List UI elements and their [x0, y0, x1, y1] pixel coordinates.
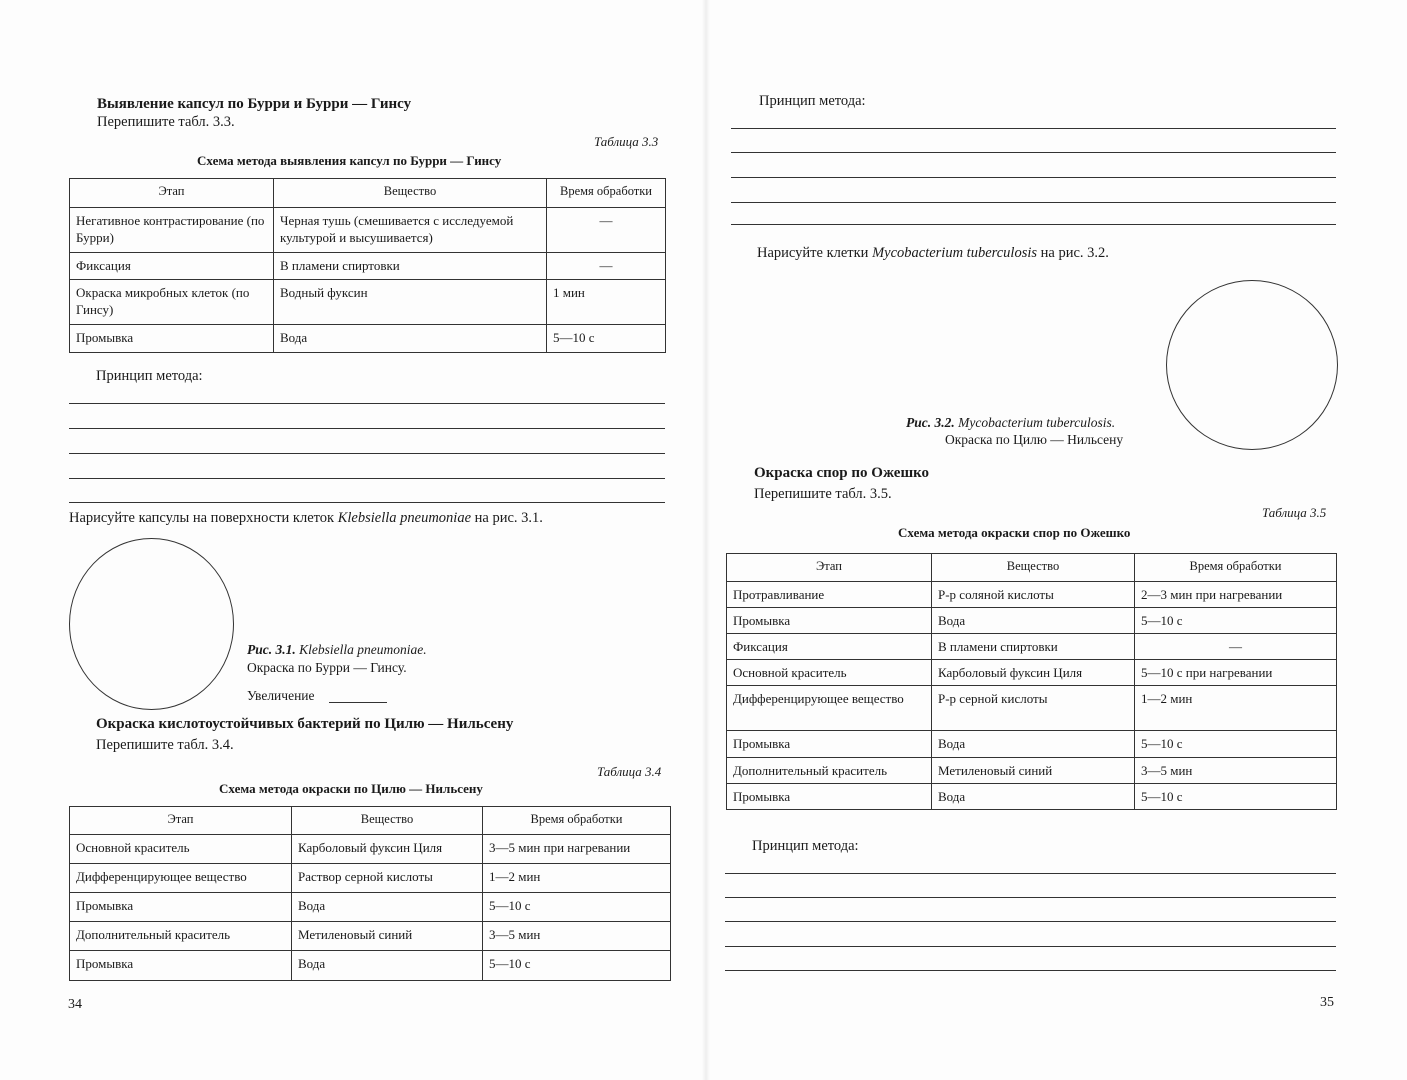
table-cell: Карболовый фуксин Циля — [932, 660, 1135, 686]
table-cell: 2—3 мин при нагревании — [1135, 582, 1337, 608]
principle-label: Принцип метода: — [759, 93, 866, 109]
table-cell: 5—10 с — [1135, 608, 1337, 634]
section-heading-ozheshko: Окраска спор по Ожешко — [754, 465, 930, 481]
species-name: Klebsiella pneumoniae — [337, 510, 471, 526]
magnification-line[interactable] — [329, 702, 387, 703]
table-cell: Вода — [292, 893, 483, 922]
writing-line — [69, 403, 665, 404]
table-cell: 5—10 с — [483, 951, 671, 981]
magnification-label: Увеличение — [247, 688, 315, 703]
page-number-left: 34 — [68, 997, 82, 1012]
writing-line — [725, 921, 1336, 922]
writing-line — [731, 152, 1336, 153]
table-row — [70, 951, 671, 981]
page-number-right: 35 — [1320, 995, 1334, 1010]
column-header: Этап — [727, 554, 932, 582]
table-cell: 1—2 мин — [483, 864, 671, 893]
writing-line — [69, 502, 665, 503]
writing-line — [731, 202, 1336, 203]
table-cell: 5—10 с при нагревании — [1135, 660, 1337, 686]
table-row — [727, 731, 1337, 758]
table-cell: В пламени спиртовки — [274, 253, 547, 280]
writing-line — [725, 946, 1336, 947]
table-cell: Вода — [932, 784, 1135, 810]
table-cell: 5—10 с — [1135, 731, 1337, 758]
table-cell: Фиксация — [70, 253, 274, 280]
table-row — [70, 864, 671, 893]
table-cell: Негативное контрастирование (по Бурри) — [70, 208, 274, 253]
table-cell: 1 мин — [547, 280, 666, 325]
draw-text: Нарисуйте клетки — [757, 245, 873, 261]
table-label: Таблица 3.5 — [1262, 505, 1327, 520]
table-row — [727, 784, 1337, 810]
table-row — [727, 608, 1337, 634]
table-cell: Дифференцирующее вещество — [70, 864, 292, 893]
table-cell: Дополнительный краситель — [70, 922, 292, 951]
writing-line — [731, 224, 1336, 225]
table-row — [727, 758, 1337, 784]
table-3-4 — [69, 806, 671, 981]
figure-stain: Окраска по Цилю — Нильсену — [945, 432, 1124, 447]
principle-label: Принцип метода: — [96, 368, 203, 384]
table-row — [70, 208, 666, 253]
species-name: Mycobacterium tuberculosis — [872, 245, 1038, 261]
table-cell: 5—10 с — [483, 893, 671, 922]
table-cell: Основной краситель — [727, 660, 932, 686]
table-row — [727, 686, 1337, 731]
draw-text: на рис. 3.2. — [1037, 245, 1109, 261]
table-cell: Промывка — [70, 951, 292, 981]
table-row — [70, 253, 666, 280]
drawing-circle[interactable] — [1166, 280, 1338, 450]
table-cell: — — [1135, 634, 1337, 660]
table-label: Таблица 3.4 — [597, 764, 662, 779]
column-header: Время обработки — [547, 179, 666, 208]
book-spine — [702, 0, 710, 1080]
writing-line — [69, 478, 665, 479]
writing-line — [69, 428, 665, 429]
table-row — [70, 280, 666, 325]
table-row — [70, 922, 671, 951]
table-cell: Промывка — [70, 325, 274, 353]
table-caption: Схема метода окраски по Цилю — Нильсену — [219, 781, 483, 796]
table-cell: Промывка — [727, 608, 932, 634]
table-header-row — [727, 554, 1337, 582]
table-cell: Метиленовый синий — [292, 922, 483, 951]
table-cell: Карболовый фуксин Циля — [292, 835, 483, 864]
table-cell: Протравливание — [727, 582, 932, 608]
table-header-row — [70, 179, 666, 208]
column-header: Время обработки — [483, 807, 671, 835]
writing-line — [725, 897, 1336, 898]
figure-species: Mycobacterium tuberculosis. — [958, 415, 1116, 430]
writing-line — [69, 453, 665, 454]
table-cell: Вода — [274, 325, 547, 353]
table-cell: Вода — [932, 731, 1135, 758]
figure-number: Рис. 3.1. — [247, 642, 296, 657]
principle-label: Принцип метода: — [752, 838, 859, 854]
column-header: Этап — [70, 179, 274, 208]
table-cell: Р-р соляной кислоты — [932, 582, 1135, 608]
figure-caption — [906, 415, 1115, 431]
column-header: Вещество — [274, 179, 547, 208]
table-caption: Схема метода выявления капсул по Бурри — Гинсу — [197, 153, 502, 168]
column-header: Вещество — [932, 554, 1135, 582]
section-heading-burri: Выявление капсул по Бурри и Бурри — Гинсу — [97, 96, 412, 112]
writing-line — [725, 873, 1336, 874]
table-cell: Раствор серной кислоты — [292, 864, 483, 893]
table-cell: 3—5 мин — [483, 922, 671, 951]
table-row — [727, 582, 1337, 608]
section-heading-ziehl: Окраска кислотоустойчивых бактерий по Цилю — Нильсену — [96, 716, 514, 732]
table-cell: Метиленовый синий — [932, 758, 1135, 784]
table-row — [727, 660, 1337, 686]
figure-stain: Окраска по Бурри — Гинсу. — [247, 660, 407, 675]
column-header: Время обработки — [1135, 554, 1337, 582]
table-cell: Р-р серной кислоты — [932, 686, 1135, 731]
table-cell: — — [547, 208, 666, 253]
rewrite-instruction: Перепишите табл. 3.4. — [96, 737, 234, 753]
table-cell: Черная тушь (смешивается с исследуемой культурой и высушивается) — [274, 208, 547, 253]
table-cell: Вода — [292, 951, 483, 981]
table-cell: Водный фуксин — [274, 280, 547, 325]
table-row — [70, 325, 666, 353]
table-cell: Фиксация — [727, 634, 932, 660]
table-row — [70, 893, 671, 922]
draw-text: Нарисуйте капсулы на поверхности клеток — [69, 510, 338, 526]
table-cell: 5—10 с — [547, 325, 666, 353]
table-cell: Промывка — [727, 731, 932, 758]
writing-line — [731, 177, 1336, 178]
table-cell: В пламени спиртовки — [932, 634, 1135, 660]
table-row — [727, 634, 1337, 660]
drawing-circle[interactable] — [69, 538, 234, 710]
draw-instruction — [757, 245, 1109, 262]
writing-line — [725, 970, 1336, 971]
table-cell: Окраска микробных клеток (по Гинсу) — [70, 280, 274, 325]
table-row — [70, 835, 671, 864]
writing-line — [731, 128, 1336, 129]
table-cell: 1—2 мин — [1135, 686, 1337, 731]
table-3-5 — [726, 553, 1337, 810]
figure-caption — [247, 642, 427, 658]
table-header-row — [70, 807, 671, 835]
table-cell: — — [547, 253, 666, 280]
draw-text: на рис. 3.1. — [471, 510, 543, 526]
table-cell: 5—10 с — [1135, 784, 1337, 810]
rewrite-instruction: Перепишите табл. 3.3. — [97, 114, 235, 130]
table-cell: Основной краситель — [70, 835, 292, 864]
table-3-3 — [69, 178, 666, 353]
rewrite-instruction: Перепишите табл. 3.5. — [754, 486, 892, 502]
column-header: Этап — [70, 807, 292, 835]
table-cell: Промывка — [727, 784, 932, 810]
table-cell: Дифференцирующее вещество — [727, 686, 932, 731]
table-cell: 3—5 мин — [1135, 758, 1337, 784]
table-cell: Промывка — [70, 893, 292, 922]
table-cell: Вода — [932, 608, 1135, 634]
table-label: Таблица 3.3 — [594, 134, 659, 149]
table-cell: 3—5 мин при нагревании — [483, 835, 671, 864]
figure-species: Klebsiella pneumoniae. — [299, 642, 427, 657]
draw-instruction — [69, 510, 543, 527]
figure-number: Рис. 3.2. — [906, 415, 955, 430]
table-cell: Дополнительный краситель — [727, 758, 932, 784]
column-header: Вещество — [292, 807, 483, 835]
table-caption: Схема метода окраски спор по Ожешко — [898, 525, 1131, 540]
